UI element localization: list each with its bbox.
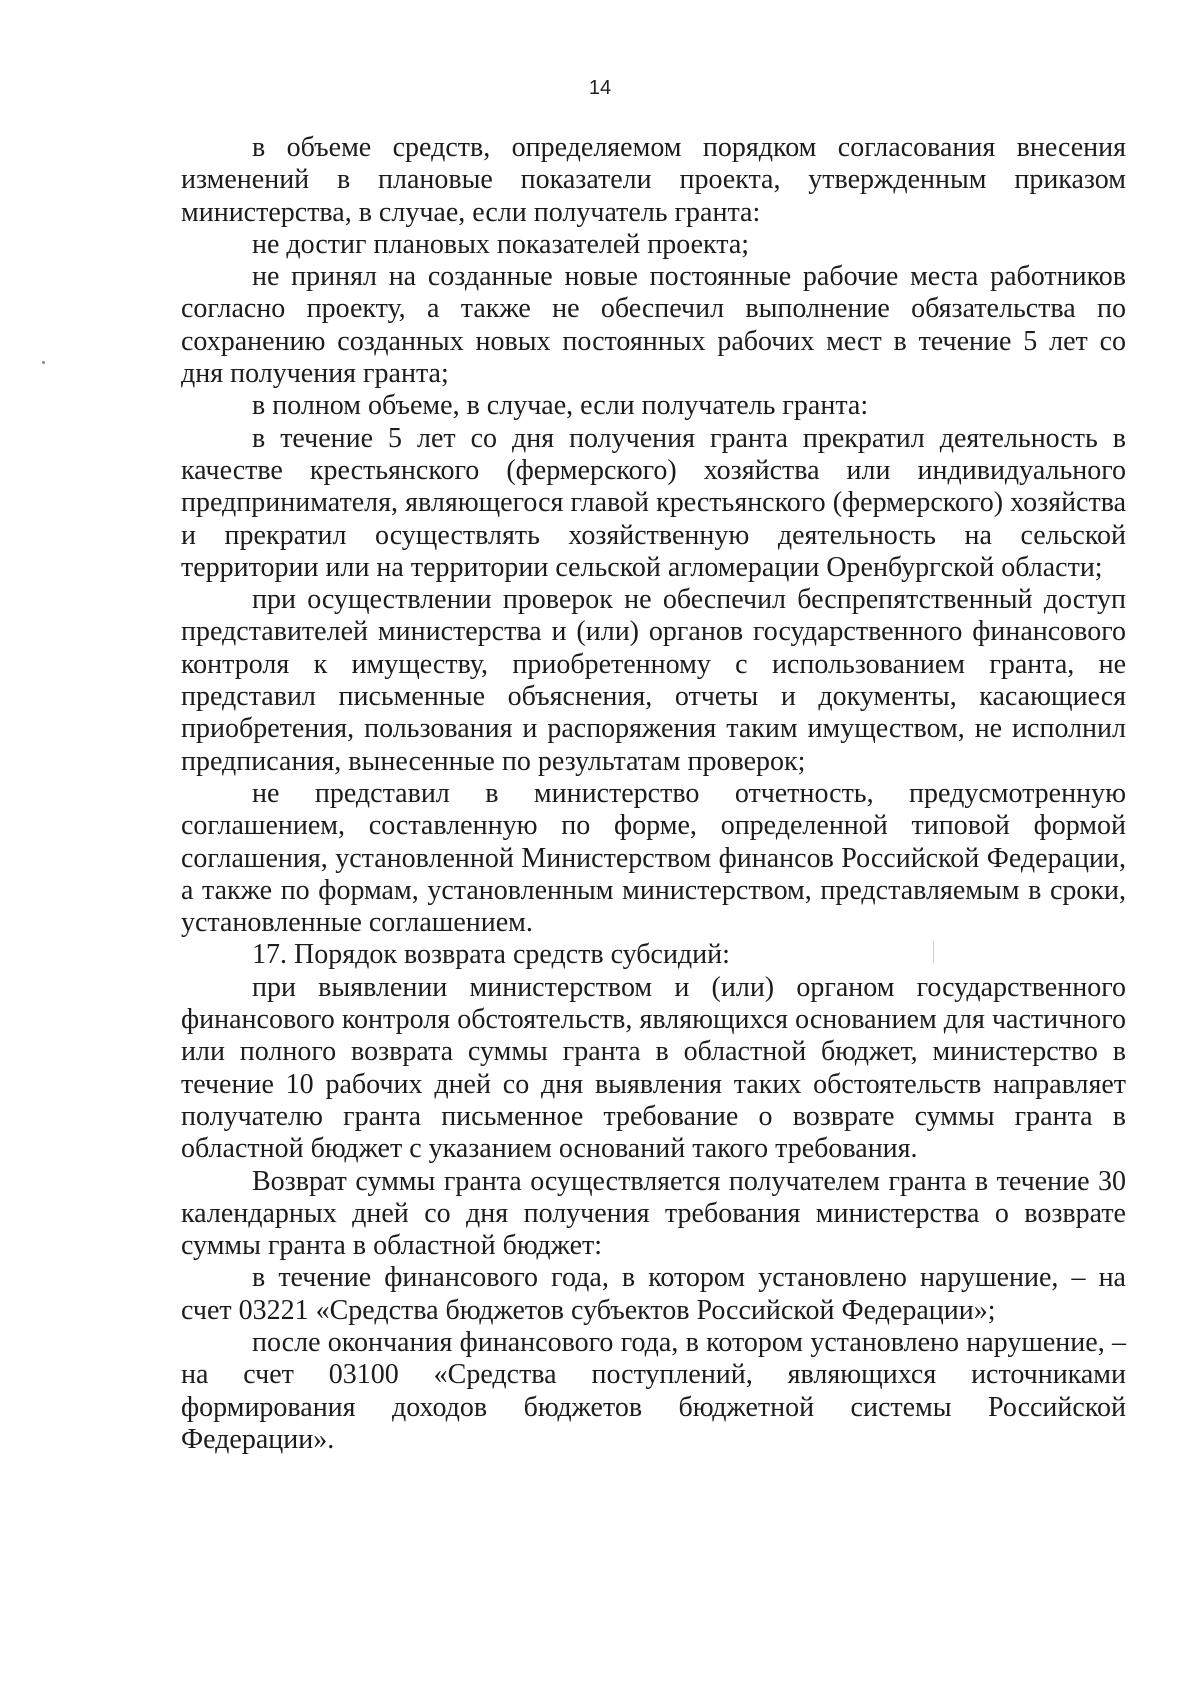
paragraph-refund-term: Возврат суммы гранта осуществляется получателем гранта в течение 30 календарных дней со дня получения требования министерства о возврате суммы гранта в областной бюджет: [181,1165,1126,1262]
scan-artifact-speck [42,361,45,364]
paragraph-activity-stopped: в течение 5 лет со дня получения гранта прекратил деятельность в качестве крестьянского (фермерского) хозяйства или индивидуального предпринимателя, являющегося главой крестьянского (фермерского) хозяйства и прекратил осуществлять хозяйственную деятельность на сельской территории или на территории сельской агломерации Оренбургской области; [181,422,1126,583]
paragraph-account-03100: после окончания финансового года, в котором установлено нарушение, – на счет 03100 «Средства поступлений, являющихся источниками формирования доходов бюджетов бюджетной системы Российской Федерации». [181,1326,1126,1455]
paragraph-reporting-missing: не представил в министерство отчетность, предусмотренную соглашением, составленную по форме, определенной типовой формой соглашения, установленной Министерством финансов Российской Федерации, а также по формам, установленным министерством, представляемым в сроки, установленные соглашением. [181,777,1126,939]
document-body [181,132,1126,1456]
paragraph-account-03221: в течение финансового года, в котором установлено нарушение, – на счет 03221 «Средства бюджетов субъектов Российской Федерации»; [181,1262,1126,1326]
page-number: 14 [588,77,612,99]
paragraph-inspection-access: при осуществлении проверок не обеспечил беспрепятственный доступ представителей министерства и (или) органов государственного финансового контроля к имуществу, приобретенному с использованием гранта, не представил письменные объяснения, отчеты и документы, касающиеся приобретения, пользования и распоряжения таким имуществом, не исполнил предписания, вынесенные по результатам проверок; [181,584,1126,777]
section-heading-17: 17. Порядок возврата средств субсидий: [252,939,730,971]
paragraph-full-refund: в полном объеме, в случае, если получатель гранта: [252,390,869,422]
paragraph-refund-demand: при выявлении министерством и (или) органом государственного финансового контроля обстоятельств, являющихся основанием для частичного или полного возврата суммы гранта в областной бюджет, министерство в течение 10 рабочих дней со дня выявления таких обстоятельств направляет получателю гранта письменное требование о возврате суммы гранта в областной бюджет с указанием оснований такого требования. [181,971,1126,1165]
paragraph-partial-refund: в объеме средств, определяемом порядком согласования внесения изменений в плановые показатели проекта, утвержденным приказом министерства, в случае, если получатель гранта: [181,132,1126,228]
scan-artifact-mark [933,941,934,963]
paragraph-targets-not-met: не достиг плановых показателей проекта; [252,228,750,260]
paragraph-jobs-not-kept: не принял на созданные новые постоянные рабочие места работников согласно проекту, а также не обеспечил выполнение обязательства по сохранению созданных новых постоянных рабочих мест в течение 5 лет со дня получения гранта; [181,261,1126,390]
